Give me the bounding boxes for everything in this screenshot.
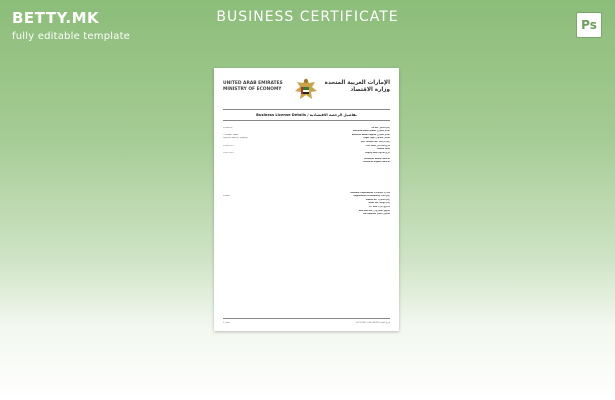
row-label: Web site URL الموقع الالكتروني: [358, 209, 390, 212]
row-value: 11494741: [223, 126, 233, 129]
document-footer: [223, 322, 390, 324]
row-label: Status الحالة: [377, 148, 390, 151]
header-english-line: MINISTRY OF ECONOMY: [223, 87, 282, 92]
row-label: DED License No. رقم الرخصة: [360, 140, 390, 143]
brand-logo: BETTY.MK: [12, 9, 100, 27]
details-table-c: [223, 191, 390, 216]
row-label: Expiry Date تاريخ الانتهاء: [365, 151, 390, 154]
header-english: [223, 81, 283, 93]
row-value: 998822: [223, 195, 231, 198]
row-label: Business Name English الاسم التجاري: [351, 133, 390, 136]
row-value: Limited Liability Company: [223, 137, 248, 140]
row-label: Activities Arabic الأنشطة: [364, 157, 390, 160]
table-row: [223, 151, 390, 155]
header-arabic-line: وزارة الاقتصاد: [350, 87, 390, 93]
divider: [223, 120, 390, 121]
details-table-b: [223, 157, 390, 164]
row-label: PO. Box صندوق البريد: [368, 205, 390, 208]
header-arabic-line: الإمارات العربية المتحدة: [324, 80, 390, 86]
photoshop-icon: Ps: [576, 12, 602, 38]
row-label: CID No. رقم السجل: [370, 126, 390, 129]
brand-tagline: fully editable template: [12, 31, 131, 42]
row-label: Economic Department الدائرة الاقتصادية: [349, 191, 390, 194]
page-title: BUSINESS CERTIFICATE: [216, 9, 399, 25]
header-arabic: [325, 80, 390, 94]
divider: [223, 318, 390, 319]
row-label: Business Name Arabic الاسم التجاري: [352, 130, 390, 133]
print-date: 6/21/2021 3:40:34 PM تاريخ الطباعة: [356, 322, 390, 324]
row-label: Est. Date تاريخ التأسيس: [366, 144, 390, 147]
row-label: Mobile No. رقم المتحرك: [365, 198, 390, 201]
page-number: 1 صفحة: [223, 322, 230, 324]
table-row: [223, 161, 390, 165]
row-label: Registration ID Authority رقم القيد: [353, 195, 390, 198]
row-value: 22/05/2021: [223, 144, 234, 147]
row-label: Full Address العنوان الكامل: [362, 213, 390, 216]
row-label: Activities English الأنشطة: [363, 161, 390, 164]
row-label: Legal Type الشكل القانوني: [363, 137, 390, 140]
table-row: [223, 213, 390, 217]
divider: [223, 109, 390, 110]
row-label: Phone No. رقم الهاتف: [367, 202, 390, 205]
document-title: Business License Details / تفاصيل الرخصة الاقتصادية: [256, 113, 357, 117]
row-value: COMPANY NAME: [223, 133, 239, 136]
details-table-a: [223, 126, 390, 155]
certificate-document: [214, 68, 399, 331]
header-english-line: UNITED ARAB EMIRATES: [223, 81, 283, 86]
uae-emblem-icon: [293, 75, 319, 105]
row-value: 15/07/2021: [223, 151, 234, 154]
